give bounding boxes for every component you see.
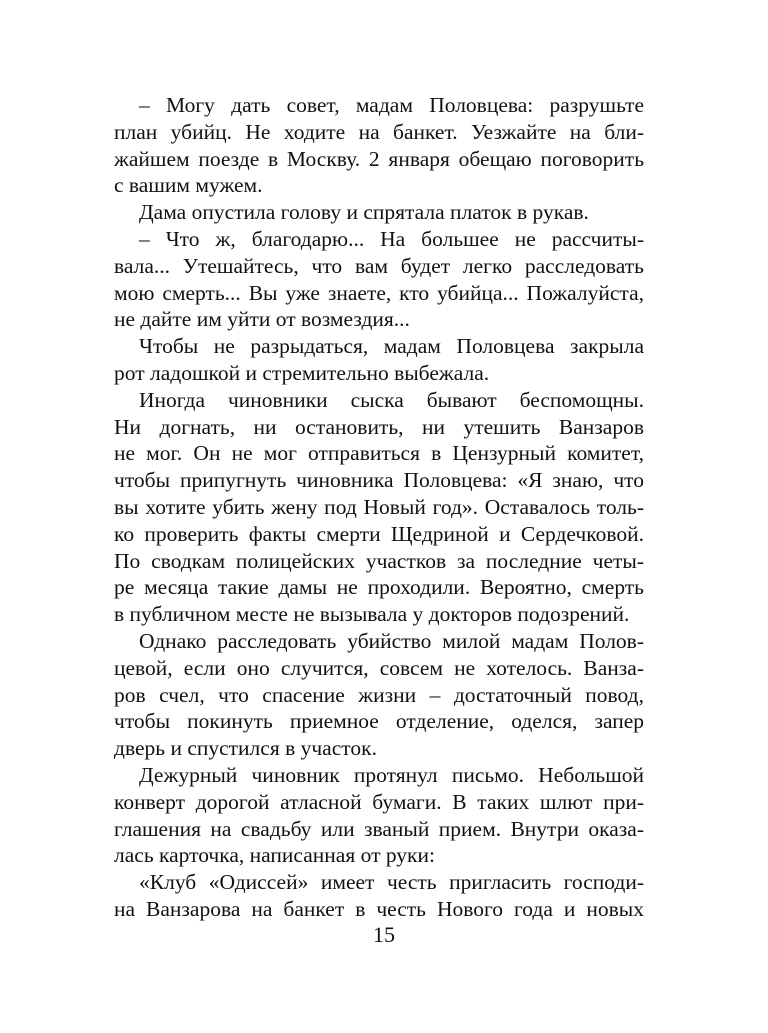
text-line: глашения на свадьбу или званый прием. Внутри оказа- bbox=[114, 816, 644, 841]
text-line: на Ванзарова на банкет в честь Нового года и новых bbox=[114, 896, 644, 921]
text-line: цевой, если оно случится, совсем не хотелось. Ванза- bbox=[114, 655, 644, 680]
paragraph bbox=[114, 869, 644, 923]
text-line: не мог. Он не мог отправиться в Цензурный комитет, bbox=[114, 441, 644, 466]
text-line: чтобы покинуть приемное отделение, оделся, запер bbox=[114, 709, 644, 734]
text-line: план убийц. Не ходите на банкет. Уезжайте на бли- bbox=[114, 119, 644, 144]
text-line: По сводкам полицейских участков за последние четы- bbox=[114, 548, 644, 573]
text-line: в публичном месте не вызывала у докторов подозрений. bbox=[114, 602, 630, 627]
text-line: – Могу дать совет, мадам Половцева: разрушьте bbox=[139, 93, 644, 117]
paragraph bbox=[114, 199, 644, 226]
text-line: ко проверить факты смерти Щедриной и Сердечковой. bbox=[114, 521, 644, 546]
text-line: Дама опустила голову и спрятала платок в рукав. bbox=[139, 200, 589, 225]
paragraph bbox=[114, 762, 644, 869]
paragraph bbox=[114, 226, 644, 333]
paragraph bbox=[114, 628, 644, 762]
text-line: дверь и спустился в участок. bbox=[114, 736, 377, 761]
text-line: Ни догнать, ни остановить, ни утешить Ванзаров bbox=[114, 414, 644, 439]
paragraph bbox=[114, 333, 644, 387]
paragraph bbox=[114, 387, 644, 628]
text-line: Иногда чиновники сыска бывают беспомощны. bbox=[139, 387, 644, 412]
text-line: ре месяца такие дамы не проходили. Вероятно, смерть bbox=[114, 575, 644, 600]
text-line: ров счел, что спасение жизни – достаточный повод, bbox=[114, 682, 644, 707]
page-number: 15 bbox=[373, 922, 395, 947]
text-line: конверт дорогой атласной бумаги. В таких шлют при- bbox=[114, 789, 644, 814]
text-line: рот ладошкой и стремительно выбежала. bbox=[114, 360, 490, 385]
text-line: жайшем поезде в Москву. 2 января обещаю поговорить bbox=[114, 146, 644, 171]
text-line: вала... Утешайтесь, что вам будет легко расследовать bbox=[114, 253, 644, 278]
text-line: Однако расследовать убийство милой мадам Полов- bbox=[139, 628, 644, 653]
text-line: не дайте им уйти от возмездия... bbox=[114, 307, 410, 332]
page-body bbox=[114, 92, 644, 923]
text-line: лась карточка, написанная от руки: bbox=[114, 843, 435, 868]
text-line: с вашим мужем. bbox=[114, 173, 263, 198]
paragraph bbox=[114, 92, 644, 199]
text-line: – Что ж, благодарю... На большее не рассчиты- bbox=[139, 226, 644, 251]
text-line: чтобы припугнуть чиновника Половцева: «Я знаю, что bbox=[114, 468, 644, 493]
text-line: Дежурный чиновник протянул письмо. Небольшой bbox=[139, 762, 644, 787]
text-line: мою смерть... Вы уже знаете, кто убийца... Пожалуйста, bbox=[114, 280, 644, 305]
text-line: Чтобы не разрыдаться, мадам Половцева закрыла bbox=[139, 334, 644, 359]
text-line: «Клуб «Одиссей» имеет честь пригласить господи- bbox=[139, 870, 644, 895]
text-line: вы хотите убить жену под Новый год». Оставалось толь- bbox=[114, 494, 644, 519]
